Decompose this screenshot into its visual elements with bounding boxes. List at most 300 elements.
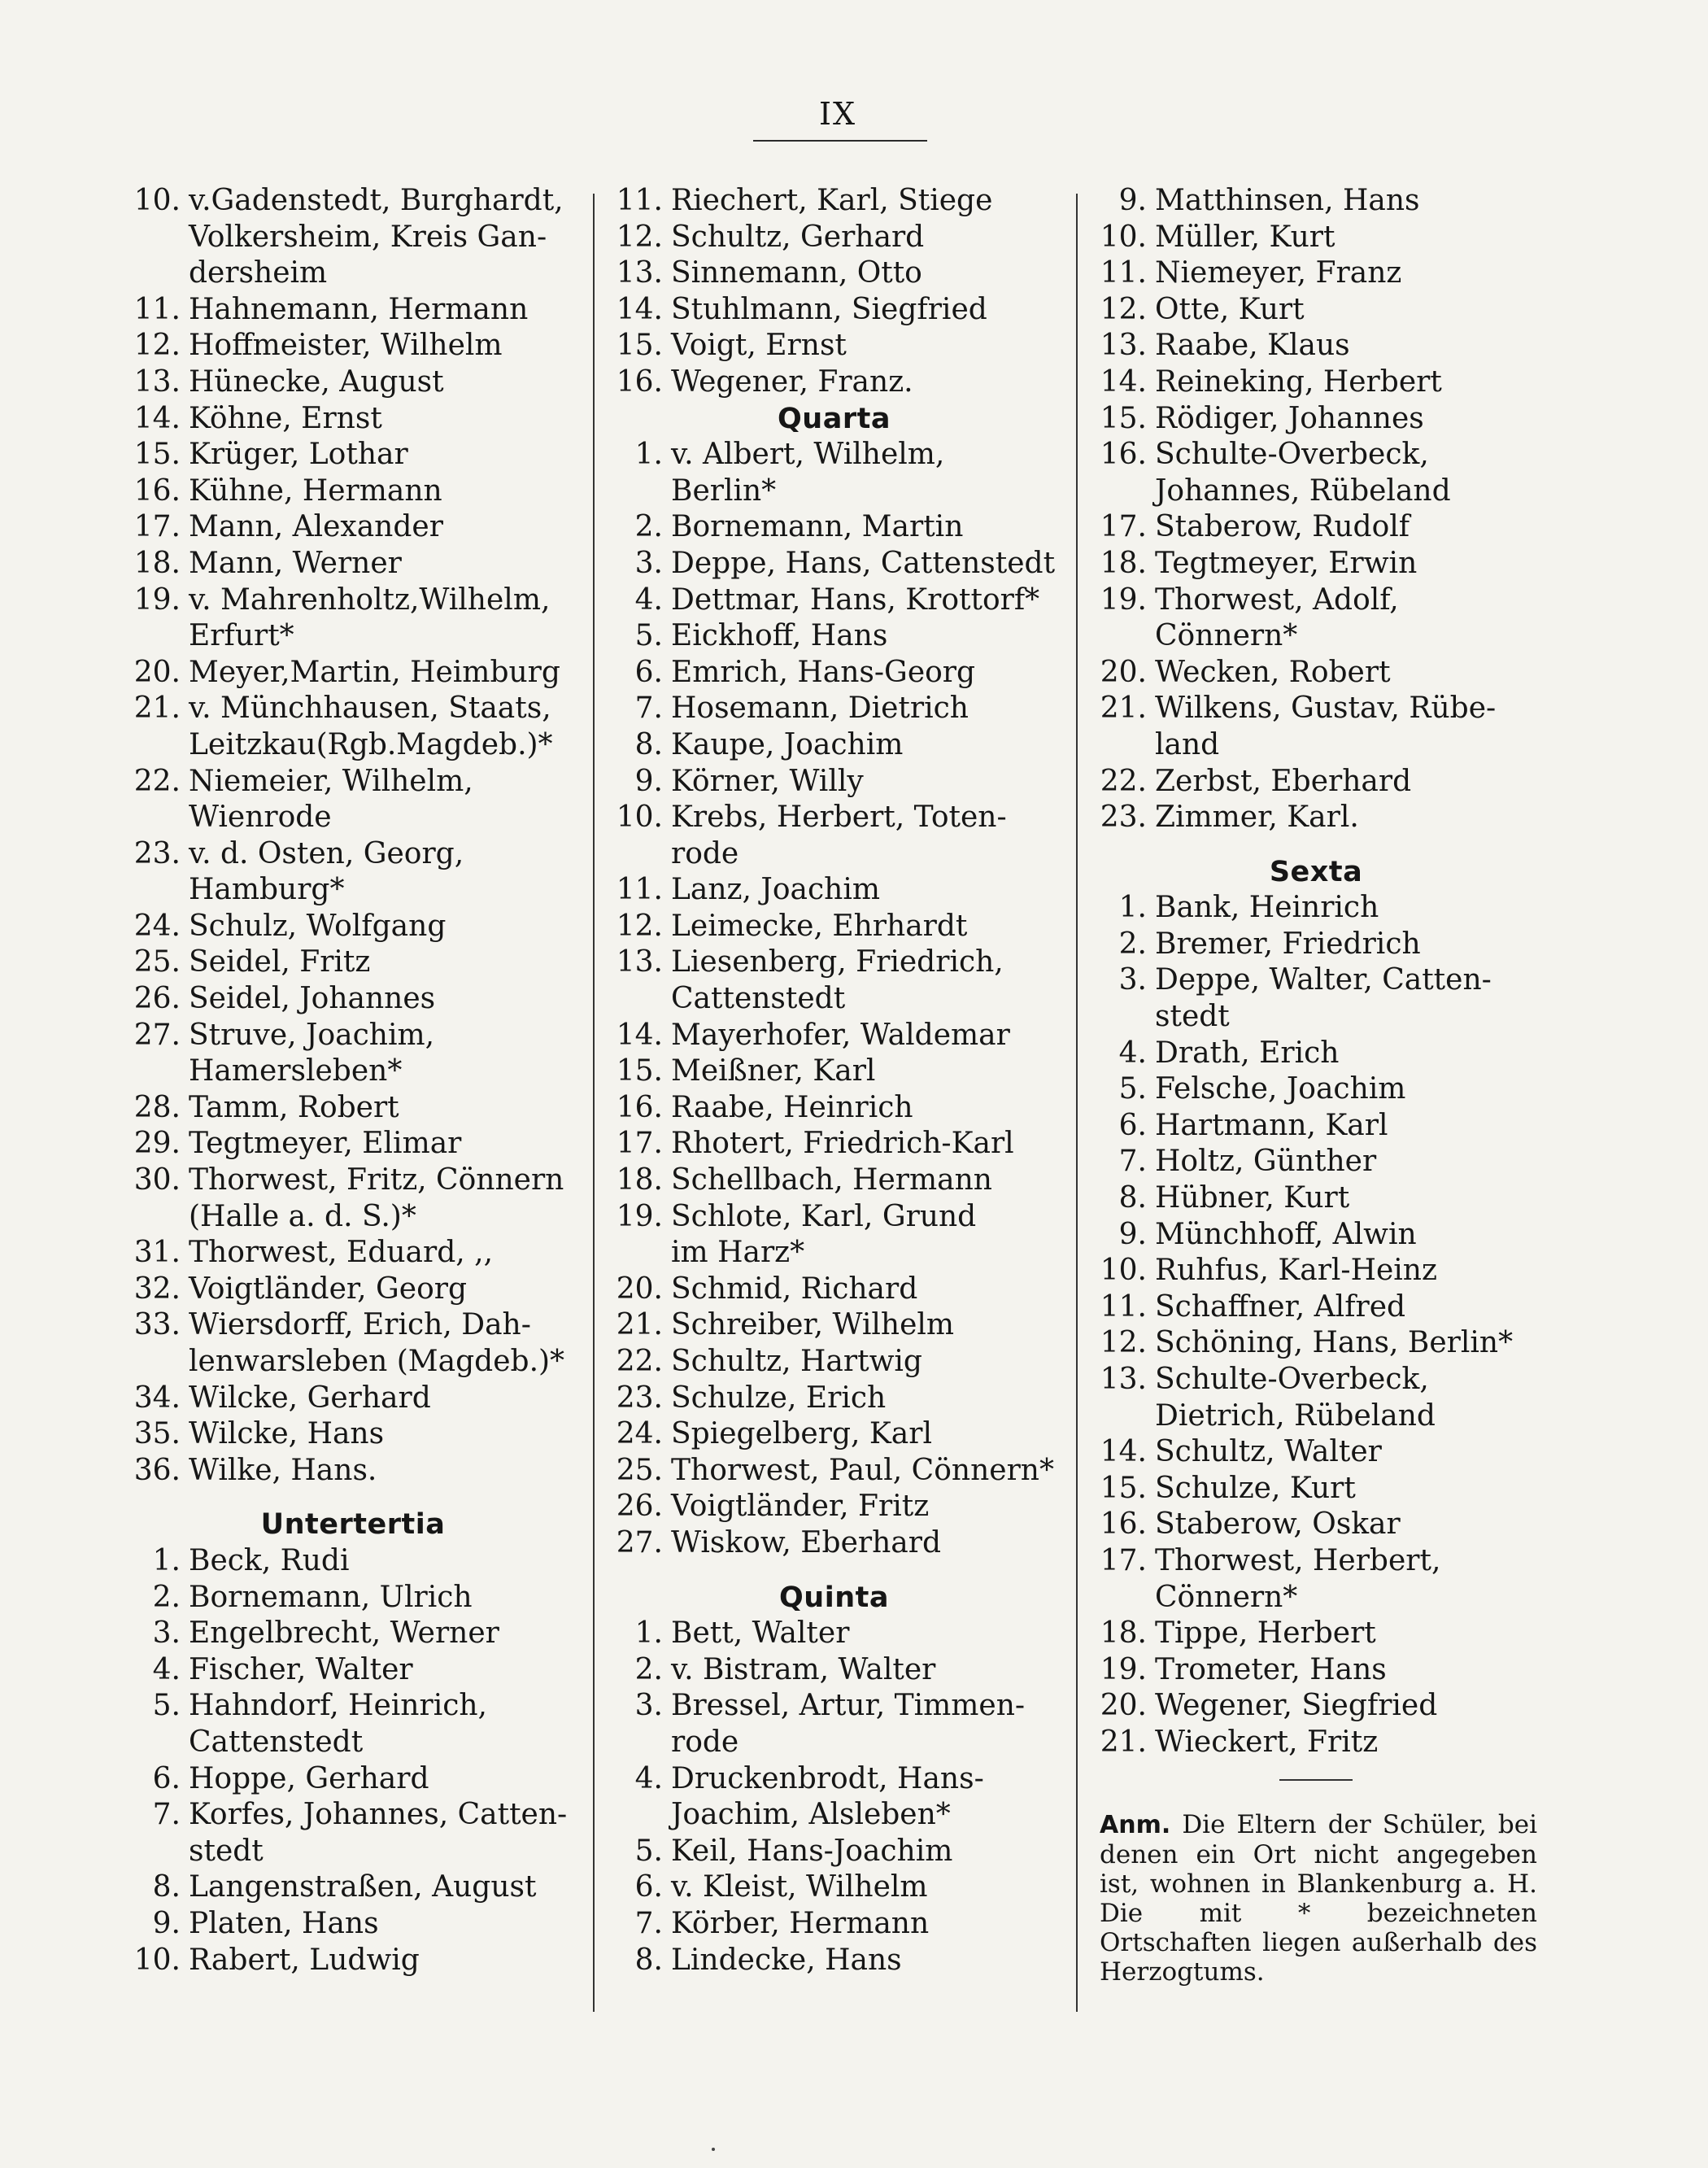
item-number: 12. xyxy=(133,329,181,363)
list-item xyxy=(604,582,1064,619)
student-name: Lindecke, Hans xyxy=(671,1943,902,1977)
item-number: 6. xyxy=(634,1870,663,1904)
item-number: 11. xyxy=(616,873,663,907)
item-number: 12. xyxy=(616,220,663,254)
item-number: 19. xyxy=(1100,582,1147,617)
student-name: Niemeier, Wilhelm, Wienrode xyxy=(189,764,473,835)
item-number: 22. xyxy=(133,764,181,798)
list-item xyxy=(604,944,1064,1017)
item-number: 6. xyxy=(634,655,663,689)
class-heading-sexta: Sexta xyxy=(1269,855,1363,888)
student-name: Keil, Hans-Joachim xyxy=(671,1834,953,1868)
item-number: 5. xyxy=(152,1689,181,1723)
list-item xyxy=(604,800,1064,872)
item-number: 15. xyxy=(616,1054,663,1088)
list-item xyxy=(1088,328,1544,364)
item-number: 13. xyxy=(1100,1363,1147,1396)
student-name: Bremer, Friedrich xyxy=(1155,927,1421,961)
item-number: 29. xyxy=(133,1127,181,1161)
student-name: v. Münchhausen, Staats, Leitzkau(Rgb.Magdeb.)* xyxy=(189,691,553,761)
list-item xyxy=(1088,962,1544,1035)
student-name: Emrich, Hans-Georg xyxy=(671,655,976,689)
item-number: 21. xyxy=(133,691,181,726)
item-number: 13. xyxy=(616,945,663,979)
student-name: Trometer, Hans xyxy=(1155,1652,1387,1686)
list-item xyxy=(1088,546,1544,582)
list-item xyxy=(122,1616,584,1652)
student-name: Engelbrecht, Werner xyxy=(189,1616,499,1651)
list-item xyxy=(604,1761,1064,1834)
item-number: 16. xyxy=(616,364,663,399)
list-item xyxy=(122,1235,584,1272)
column-divider-right xyxy=(1076,194,1078,2012)
item-number: 31. xyxy=(133,1236,181,1270)
item-number: 20. xyxy=(616,1272,663,1306)
student-name: Voigtländer, Georg xyxy=(189,1272,468,1306)
student-name: Hosemann, Dietrich xyxy=(671,691,969,726)
student-name: Staberow, Rudolf xyxy=(1155,510,1410,544)
list-item xyxy=(604,1344,1064,1381)
item-number: 4. xyxy=(634,582,663,617)
list-item xyxy=(604,909,1064,945)
student-name: Ruhfus, Karl-Heinz xyxy=(1155,1254,1437,1288)
student-name: Raabe, Heinrich xyxy=(671,1090,913,1124)
student-name: Eickhoff, Hans xyxy=(671,619,888,653)
list-item xyxy=(122,1652,584,1689)
list-item xyxy=(1088,927,1544,963)
student-name: Wegener, Siegfried xyxy=(1155,1689,1438,1723)
student-name: Riechert, Karl, Stiege xyxy=(671,184,993,217)
item-number: 32. xyxy=(133,1272,181,1306)
page-number: IX xyxy=(818,96,857,132)
list-item xyxy=(122,1906,584,1943)
list-item xyxy=(122,691,584,763)
student-list xyxy=(604,437,1064,1561)
list-item xyxy=(122,509,584,546)
student-name: Schlote, Karl, Grund im Harz* xyxy=(671,1199,977,1270)
student-name: Langenstraßen, August xyxy=(189,1870,537,1904)
student-name: Dettmar, Hans, Krottorf* xyxy=(671,582,1040,617)
student-name: Schulze, Erich xyxy=(671,1381,887,1415)
list-item xyxy=(122,1018,584,1090)
item-number: 20. xyxy=(133,655,181,689)
item-number: 9. xyxy=(1118,184,1147,217)
item-number: 12. xyxy=(1100,1326,1147,1360)
student-name: Körner, Willy xyxy=(671,764,864,798)
list-item xyxy=(1088,1362,1544,1434)
list-item xyxy=(122,764,584,836)
item-number: 12. xyxy=(616,909,663,943)
item-number: 34. xyxy=(133,1381,181,1415)
student-name: v. Albert, Wilhelm, Berlin* xyxy=(671,438,945,508)
student-name: Schulze, Kurt xyxy=(1155,1471,1356,1505)
list-item xyxy=(604,1525,1064,1562)
list-item xyxy=(1088,655,1544,691)
list-item xyxy=(122,1761,584,1798)
item-number: 14. xyxy=(133,401,181,435)
student-name: v. Kleist, Wilhelm xyxy=(671,1870,928,1904)
student-name: Schmid, Richard xyxy=(671,1272,918,1306)
list-item xyxy=(1088,1253,1544,1289)
list-item xyxy=(122,655,584,691)
list-item xyxy=(1088,255,1544,292)
list-item xyxy=(122,546,584,582)
list-item xyxy=(122,1126,584,1163)
class-heading-untertertia: Untertertia xyxy=(260,1508,446,1542)
student-name: Kühne, Hermann xyxy=(189,473,442,508)
student-name: Felsche, Joachim xyxy=(1155,1072,1406,1106)
list-item xyxy=(122,1453,584,1490)
list-item xyxy=(122,1163,584,1235)
item-number: 16. xyxy=(1100,438,1147,472)
student-name: Wiersdorff, Erich, Dah- lenwarsleben (Magdeb.)* xyxy=(189,1308,565,1378)
student-list xyxy=(1088,183,1544,836)
class-heading-quinta: Quinta xyxy=(779,1581,889,1614)
student-name: Deppe, Hans, Cattenstedt xyxy=(671,546,1056,580)
student-name: Druckenbrodt, Hans- Joachim, Alsleben* xyxy=(671,1761,984,1832)
item-number: 15. xyxy=(1100,401,1147,435)
item-number: 17. xyxy=(133,510,181,544)
student-name: Hahnemann, Hermann xyxy=(189,292,529,326)
student-name: Schultz, Walter xyxy=(1155,1435,1382,1469)
student-name: Kaupe, Joachim xyxy=(671,727,904,761)
item-number: 26. xyxy=(133,982,181,1016)
list-item xyxy=(122,909,584,945)
column-1 xyxy=(122,183,584,1978)
item-number: 11. xyxy=(133,292,181,326)
student-name: v. Mahrenholtz,Wilhelm, Erfurt* xyxy=(189,582,551,653)
list-item xyxy=(1088,764,1544,800)
list-item xyxy=(604,183,1064,220)
item-number: 16. xyxy=(1100,1507,1147,1542)
item-number: 24. xyxy=(133,909,181,943)
student-name: Hoppe, Gerhard xyxy=(189,1761,429,1795)
student-name: Hübner, Kurt xyxy=(1155,1181,1350,1215)
list-item xyxy=(122,183,584,292)
item-number: 18. xyxy=(133,546,181,580)
student-name: Struve, Joachim, Hamersleben* xyxy=(189,1018,435,1088)
list-item xyxy=(604,1018,1064,1054)
item-number: 3. xyxy=(634,1689,663,1723)
list-item xyxy=(1088,1217,1544,1254)
student-name: Meißner, Karl xyxy=(671,1054,876,1088)
list-item xyxy=(604,1906,1064,1943)
list-item xyxy=(1088,1688,1544,1725)
student-name: Müller, Kurt xyxy=(1155,220,1335,254)
list-item xyxy=(122,582,584,655)
item-number: 1. xyxy=(634,438,663,472)
item-number: 14. xyxy=(616,292,663,326)
item-number: 8. xyxy=(634,1943,663,1977)
student-name: Hahndorf, Heinrich, Cattenstedt xyxy=(189,1689,487,1759)
item-number: 7. xyxy=(634,1906,663,1940)
item-number: 2. xyxy=(634,510,663,544)
list-item xyxy=(122,437,584,473)
list-item xyxy=(1088,1108,1544,1145)
item-number: 11. xyxy=(616,184,663,217)
student-name: v. Bistram, Walter xyxy=(671,1652,936,1686)
item-number: 33. xyxy=(133,1308,181,1342)
list-item xyxy=(604,1163,1064,1199)
student-name: Wilke, Hans. xyxy=(189,1453,377,1487)
list-item xyxy=(122,944,584,981)
student-name: Hartmann, Karl xyxy=(1155,1108,1388,1142)
item-number: 14. xyxy=(1100,1435,1147,1469)
item-number: 11. xyxy=(1100,1289,1147,1324)
item-number: 22. xyxy=(616,1345,663,1378)
student-name: Bornemann, Martin xyxy=(671,510,964,544)
item-number: 25. xyxy=(616,1453,663,1487)
list-item xyxy=(1088,1725,1544,1761)
list-item xyxy=(1088,1071,1544,1108)
student-name: Mann, Alexander xyxy=(189,510,443,544)
student-name: Schultz, Gerhard xyxy=(671,220,925,254)
student-name: Zerbst, Eberhard xyxy=(1155,764,1412,798)
class-heading-quarta: Quarta xyxy=(778,402,891,435)
item-number: 8. xyxy=(152,1870,181,1904)
student-list xyxy=(604,183,1064,401)
student-name: Köhne, Ernst xyxy=(189,401,382,435)
item-number: 17. xyxy=(1100,510,1147,544)
list-item xyxy=(1088,800,1544,836)
item-number: 4. xyxy=(152,1652,181,1686)
student-name: Voigt, Ernst xyxy=(671,329,847,363)
list-item xyxy=(1088,691,1544,763)
student-name: Platen, Hans xyxy=(189,1906,379,1940)
item-number: 15. xyxy=(133,438,181,472)
footnote-text: Die Eltern der Schüler, bei denen ein Ort nicht angegeben ist, wohnen in Blankenburg a. H. Die mit * bezeichneten Ortschaften liegen außerhalb des Herzogtums. xyxy=(1100,1809,1537,1987)
item-number: 17. xyxy=(1100,1543,1147,1577)
list-item xyxy=(122,473,584,510)
student-name: Krebs, Herbert, Toten- rode xyxy=(671,800,1007,870)
student-name: Holtz, Günther xyxy=(1155,1145,1377,1179)
item-number: 5. xyxy=(1118,1072,1147,1106)
item-number: 16. xyxy=(133,473,181,508)
student-name: Münchhoff, Alwin xyxy=(1155,1217,1417,1251)
item-number: 14. xyxy=(1100,364,1147,399)
student-name: Schellbach, Hermann xyxy=(671,1163,992,1197)
student-name: Schultz, Hartwig xyxy=(671,1345,922,1378)
list-item xyxy=(122,1869,584,1906)
list-item xyxy=(1088,1434,1544,1471)
student-name: Reineking, Herbert xyxy=(1155,364,1442,399)
list-item xyxy=(1088,890,1544,927)
student-list xyxy=(1088,890,1544,1760)
item-number: 13. xyxy=(616,256,663,290)
list-item xyxy=(122,1580,584,1616)
student-name: Rödiger, Johannes xyxy=(1155,401,1424,435)
list-item xyxy=(604,1834,1064,1870)
item-number: 25. xyxy=(133,945,181,979)
list-item xyxy=(1088,401,1544,438)
list-item xyxy=(604,292,1064,329)
student-name: Thorwest, Adolf, Cönnern* xyxy=(1155,582,1399,653)
item-number: 5. xyxy=(634,619,663,653)
item-number: 12. xyxy=(1100,292,1147,326)
student-name: Mann, Werner xyxy=(189,546,402,580)
student-name: Beck, Rudi xyxy=(189,1543,350,1577)
item-number: 6. xyxy=(1118,1108,1147,1142)
student-name: Tegtmeyer, Elimar xyxy=(189,1127,462,1161)
student-name: Bressel, Artur, Timmen- rode xyxy=(671,1689,1026,1759)
item-number: 13. xyxy=(1100,329,1147,363)
student-name: Sinnemann, Otto xyxy=(671,256,922,290)
item-number: 18. xyxy=(616,1163,663,1197)
list-item xyxy=(1088,220,1544,256)
item-number: 6. xyxy=(152,1761,181,1795)
student-name: Deppe, Walter, Catten- stedt xyxy=(1155,963,1492,1034)
item-number: 35. xyxy=(133,1417,181,1451)
list-item xyxy=(1088,1507,1544,1543)
list-item xyxy=(604,1090,1064,1127)
student-name: Seidel, Johannes xyxy=(189,982,436,1016)
item-number: 17. xyxy=(616,1127,663,1161)
list-item xyxy=(1088,1180,1544,1217)
list-item xyxy=(604,691,1064,727)
list-item xyxy=(604,1616,1064,1652)
list-item xyxy=(122,1307,584,1380)
student-name: Wegener, Franz. xyxy=(671,364,913,399)
item-number: 2. xyxy=(1118,927,1147,961)
student-name: Schulz, Wolfgang xyxy=(189,909,447,943)
list-item xyxy=(604,727,1064,764)
student-name: Staberow, Oskar xyxy=(1155,1507,1401,1542)
print-speck xyxy=(712,2148,715,2151)
item-number: 36. xyxy=(133,1453,181,1487)
student-name: Seidel, Fritz xyxy=(189,945,371,979)
student-name: Korfes, Johannes, Catten- stedt xyxy=(189,1798,568,1868)
list-item xyxy=(1088,1471,1544,1507)
student-name: Wieckert, Fritz xyxy=(1155,1725,1379,1759)
item-number: 7. xyxy=(634,691,663,726)
student-name: Schulte-Overbeck, Johannes, Rübeland xyxy=(1155,438,1451,508)
student-name: Meyer,Martin, Heimburg xyxy=(189,655,560,689)
item-number: 4. xyxy=(634,1761,663,1795)
list-item xyxy=(604,1199,1064,1272)
student-name: Thorwest, Paul, Cönnern* xyxy=(671,1453,1054,1487)
student-name: Wecken, Robert xyxy=(1155,655,1391,689)
list-item xyxy=(604,1053,1064,1090)
student-list xyxy=(122,183,584,1489)
list-item xyxy=(122,401,584,438)
item-number: 7. xyxy=(1118,1145,1147,1179)
item-number: 3. xyxy=(634,546,663,580)
item-number: 10. xyxy=(133,184,181,217)
student-name: Körber, Hermann xyxy=(671,1906,930,1940)
item-number: 19. xyxy=(616,1199,663,1233)
list-item xyxy=(122,1272,584,1308)
list-item xyxy=(1088,292,1544,329)
list-item xyxy=(604,1652,1064,1689)
item-number: 3. xyxy=(1118,963,1147,997)
item-number: 24. xyxy=(616,1417,663,1451)
list-item xyxy=(1088,582,1544,655)
list-item xyxy=(604,1688,1064,1760)
student-name: Fischer, Walter xyxy=(189,1652,413,1686)
student-name: Stuhlmann, Siegfried xyxy=(671,292,987,326)
list-item xyxy=(604,364,1064,401)
list-item xyxy=(1088,1144,1544,1180)
list-item xyxy=(604,1943,1064,1979)
student-name: Rhotert, Friedrich-Karl xyxy=(671,1127,1014,1161)
item-number: 20. xyxy=(1100,1689,1147,1723)
list-item xyxy=(604,1272,1064,1308)
list-item xyxy=(122,364,584,401)
list-item xyxy=(122,292,584,329)
header-rule xyxy=(753,140,927,142)
item-number: 21. xyxy=(1100,1725,1147,1759)
item-number: 9. xyxy=(152,1906,181,1940)
student-name: Lanz, Joachim xyxy=(671,873,880,907)
student-name: Krüger, Lothar xyxy=(189,438,408,472)
student-name: Mayerhofer, Waldemar xyxy=(671,1018,1010,1052)
student-name: Niemeyer, Franz xyxy=(1155,256,1402,290)
item-number: 13. xyxy=(133,364,181,399)
list-item xyxy=(122,981,584,1018)
student-name: Bank, Heinrich xyxy=(1155,891,1379,925)
student-name: Thorwest, Eduard, ,, xyxy=(189,1236,494,1270)
student-name: Rabert, Ludwig xyxy=(189,1943,420,1977)
column-divider-left xyxy=(593,194,595,2012)
list-item xyxy=(604,1489,1064,1525)
item-number: 9. xyxy=(634,764,663,798)
list-item xyxy=(122,1688,584,1760)
item-number: 21. xyxy=(616,1308,663,1342)
item-number: 10. xyxy=(616,800,663,835)
list-item xyxy=(604,509,1064,546)
item-number: 23. xyxy=(616,1381,663,1415)
list-item xyxy=(122,1416,584,1453)
footnote xyxy=(1088,1810,1544,1987)
student-name: Leimecke, Ehrhardt xyxy=(671,909,968,943)
list-item xyxy=(1088,1616,1544,1652)
list-item xyxy=(1088,1543,1544,1616)
item-number: 11. xyxy=(1100,256,1147,290)
list-item xyxy=(122,1797,584,1869)
student-list xyxy=(604,1616,1064,1978)
item-number: 19. xyxy=(133,582,181,617)
item-number: 16. xyxy=(616,1090,663,1124)
student-name: v.Gadenstedt, Burghardt, Volkersheim, Kreis Gan- dersheim xyxy=(189,184,564,290)
list-item xyxy=(604,220,1064,256)
list-item xyxy=(1088,437,1544,509)
student-name: Tamm, Robert xyxy=(189,1090,399,1124)
item-number: 21. xyxy=(1100,691,1147,726)
item-number: 23. xyxy=(133,836,181,870)
list-item xyxy=(1088,1036,1544,1072)
note-rule xyxy=(1279,1779,1353,1781)
list-item xyxy=(604,1416,1064,1453)
item-number: 10. xyxy=(133,1943,181,1977)
list-item xyxy=(1088,1325,1544,1362)
item-number: 18. xyxy=(1100,546,1147,580)
item-number: 5. xyxy=(634,1834,663,1868)
list-item xyxy=(604,1453,1064,1490)
student-name: Schöning, Hans, Berlin* xyxy=(1155,1326,1514,1360)
student-name: v. d. Osten, Georg, Hamburg* xyxy=(189,836,464,907)
column-3 xyxy=(1088,183,1544,1987)
item-number: 22. xyxy=(1100,764,1147,798)
item-number: 23. xyxy=(1100,800,1147,835)
student-name: Wiskow, Eberhard xyxy=(671,1525,942,1559)
item-number: 26. xyxy=(616,1490,663,1524)
student-name: Liesenberg, Friedrich, Cattenstedt xyxy=(671,945,1004,1016)
student-name: Bett, Walter xyxy=(671,1616,850,1651)
item-number: 15. xyxy=(1100,1471,1147,1505)
item-number: 2. xyxy=(634,1652,663,1686)
student-name: Schulte-Overbeck, Dietrich, Rübeland xyxy=(1155,1363,1436,1433)
item-number: 9. xyxy=(1118,1217,1147,1251)
